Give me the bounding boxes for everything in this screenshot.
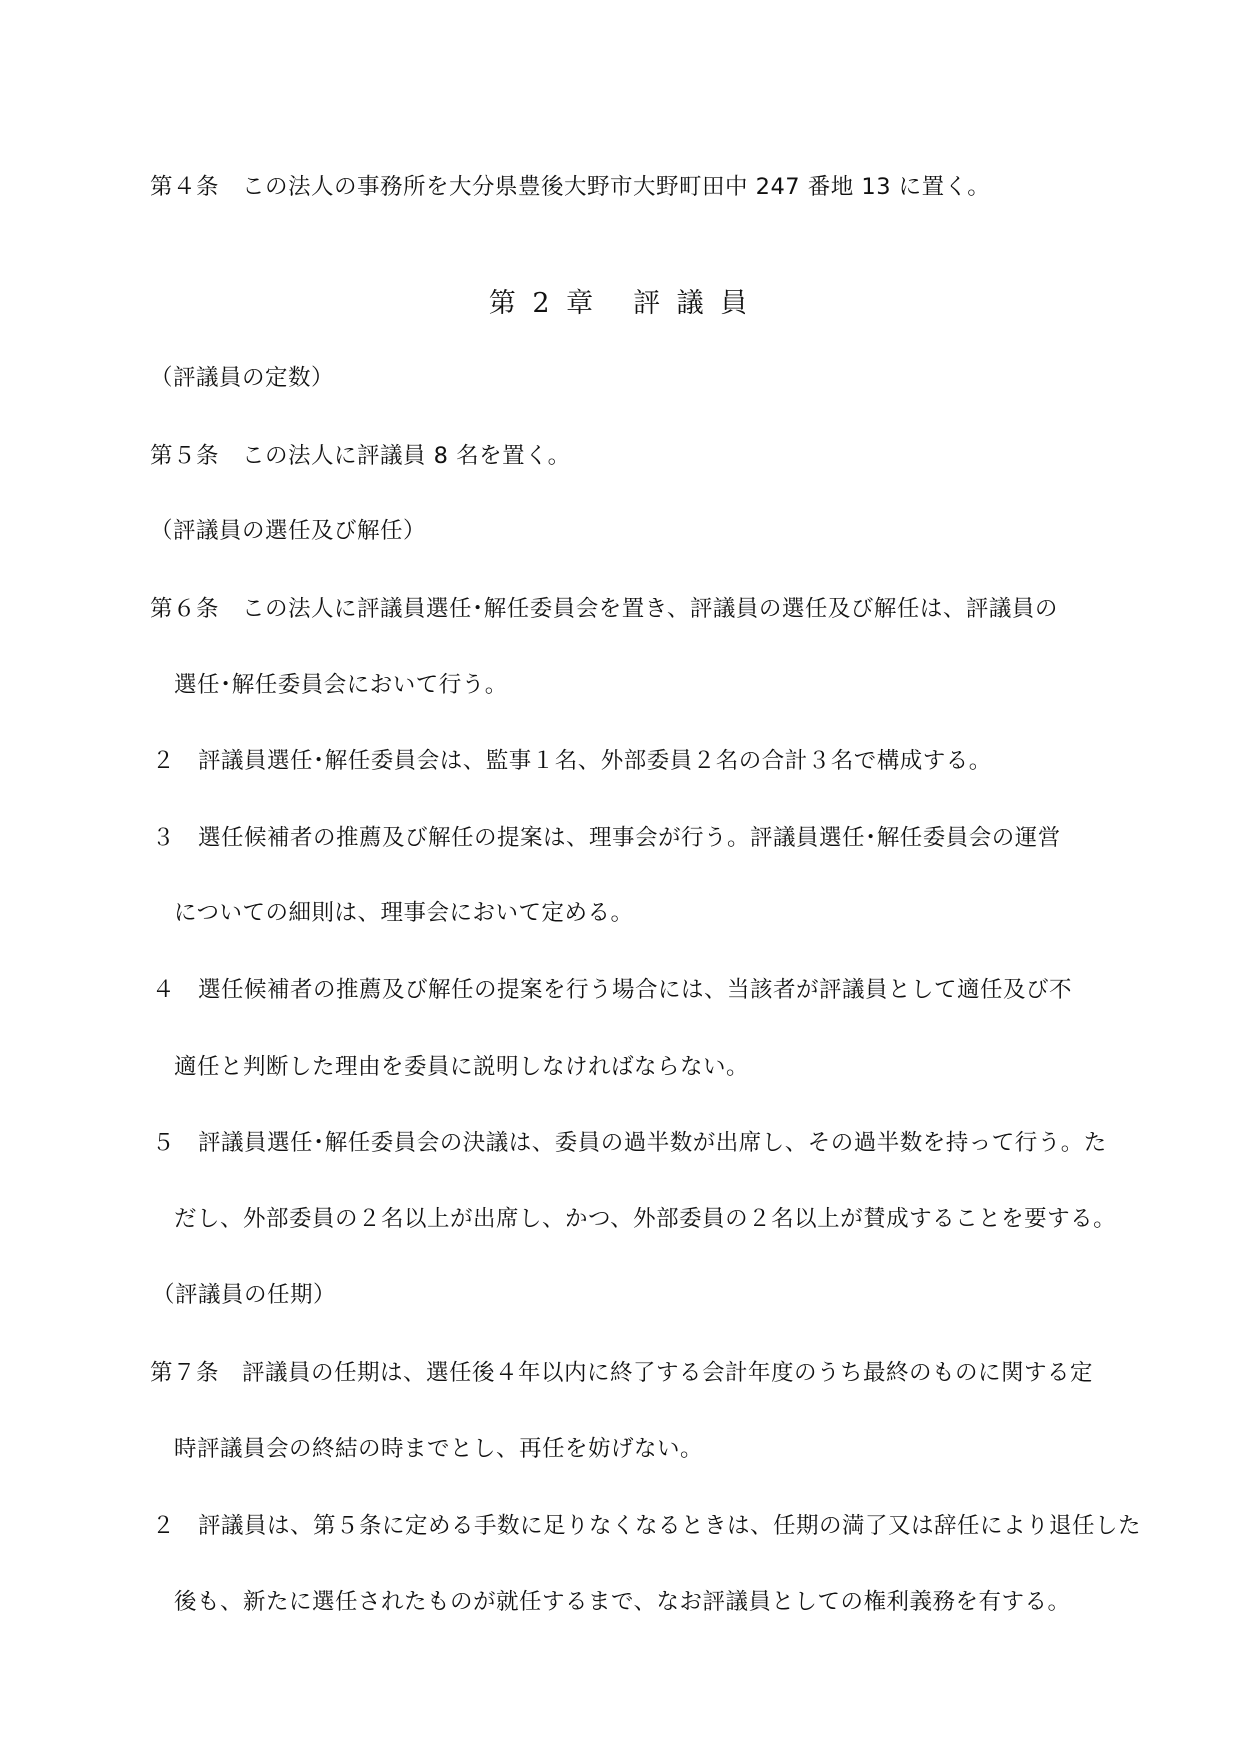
- article-6-paragraph-5-line-1: ５ 評議員選任･解任委員会の決議は、委員の過半数が出席し、その過半数を持って行う。た: [152, 1130, 1107, 1156]
- chapter-heading: [0, 286, 1240, 322]
- article-7-line-2: 時評議員会の終結の時までとし、再任を妨げない。: [174, 1436, 704, 1462]
- article-6-paragraph-3-line-2: についての細則は、理事会において定める。: [174, 900, 634, 926]
- article-6-line-2: 選任･解任委員会において行う。: [174, 672, 508, 698]
- article-6-paragraph-2: ２ 評議員選任･解任委員会は、監事１名、外部委員２名の合計３名で構成する。: [152, 748, 992, 774]
- article-6-paragraph-4-line-1: ４ 選任候補者の推薦及び解任の提案を行う場合には、当該者が評議員として適任及び不: [152, 977, 1073, 1003]
- article-6-paragraph-5-line-2: だし、外部委員の２名以上が出席し、かつ、外部委員の２名以上が賛成することを要する。: [174, 1206, 1117, 1232]
- chapter-title: 評 議 員: [633, 288, 752, 319]
- article-7-line-1: 第７条 評議員の任期は、選任後４年以内に終了する会計年度のうち最終のものに関する定: [150, 1360, 1094, 1386]
- article-7-paragraph-2-line-2: 後も、新たに選任されたものが就任するまで、なお評議員としての権利義務を有する。: [174, 1589, 1071, 1615]
- article-6-paragraph-4-line-2: 適任と判断した理由を委員に説明しなければならない。: [174, 1054, 750, 1080]
- article-5: 第５条 この法人に評議員 8 名を置く。: [150, 443, 571, 469]
- article-4: 第４条 この法人の事務所を大分県豊後大野市大野町田中 247 番地 13 に置く。: [150, 174, 991, 200]
- section-heading-term: （評議員の任期）: [152, 1282, 337, 1308]
- chapter-number: 第 2 章: [488, 288, 598, 319]
- section-heading-selection: （評議員の選任及び解任）: [150, 518, 427, 544]
- article-6-paragraph-3-line-1: ３ 選任候補者の推薦及び解任の提案は、理事会が行う。評議員選任･解任委員会の運営: [152, 825, 1061, 851]
- section-heading-count: （評議員の定数）: [150, 365, 335, 391]
- article-6-line-1: 第６条 この法人に評議員選任･解任委員会を置き、評議員の選任及び解任は、評議員の: [150, 596, 1058, 622]
- article-7-paragraph-2-line-1: ２ 評議員は、第５条に定める手数に足りなくなるときは、任期の満了又は辞任により退任した: [152, 1513, 1142, 1539]
